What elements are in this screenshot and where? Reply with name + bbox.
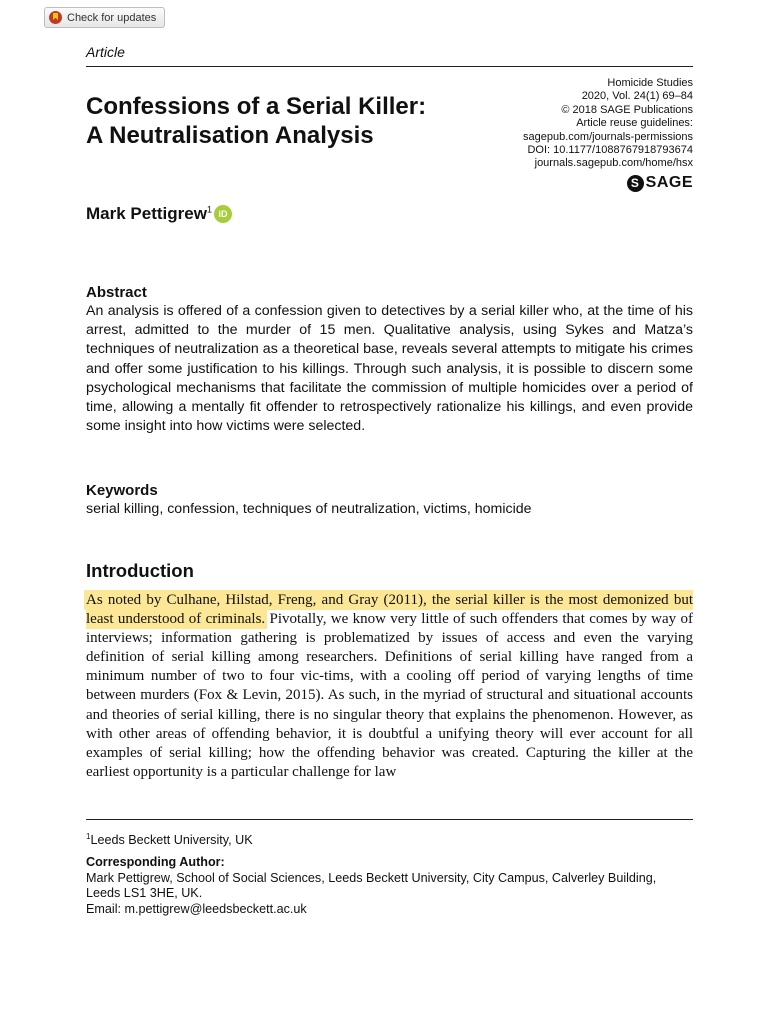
- keywords-text: serial killing, confession, techniques of neutralization, victims, homicide: [86, 501, 532, 517]
- article-title: [86, 92, 426, 150]
- journal-copyright: © 2018 SAGE Publications: [561, 103, 693, 116]
- corresponding-address: Mark Pettigrew, School of Social Sciences, Leeds Beckett University, City Campus, Calverley Building, Leeds LS1 3HE, UK.: [86, 870, 657, 901]
- header-rule: [86, 66, 693, 67]
- author-name: Mark Pettigrew: [86, 204, 207, 223]
- author-line: [86, 204, 232, 224]
- introduction-heading: Introduction: [86, 560, 194, 581]
- title-line-2: A Neutralisation Analysis: [86, 122, 374, 149]
- introduction-text: [86, 591, 693, 782]
- journal-info: [523, 77, 693, 171]
- journal-name: Homicide Studies: [607, 77, 693, 89]
- corresponding-author-block: [86, 855, 686, 917]
- introduction-body: Pivotally, we know very little of such offenders that comes by way of interviews; information gathering is problematized by issues of access and even the varying definition of serial killing among researchers. Definitions of serial killing have ranged from a minimum number of two to four vic-tims, with a cooling off period of varying lengths of time between murders (Fox & Levin, 2015). As such, in the myriad of structural and situational accounts and theories of serial killing, there is no singular theory that explains the phenomenon. However, as with other areas of offending behavior, it is doubtful a unifying theory will ever account for all examples of serial killing; how the offending behavior was created. Capturing the killer at the earliest opportunity is a particular challenge for law: [86, 611, 693, 780]
- check-for-updates-label: Check for updates: [67, 11, 157, 24]
- footnote-rule: [86, 819, 693, 820]
- keywords-heading: Keywords: [86, 482, 158, 499]
- title-line-1: Confessions of a Serial Killer:: [86, 93, 427, 120]
- doi-link[interactable]: DOI: 10.1177/1088767918793674: [527, 144, 693, 157]
- orcid-icon[interactable]: iD: [214, 205, 232, 223]
- reuse-guidelines-link[interactable]: sagepub.com/journals-permissions: [523, 130, 693, 143]
- affiliation-text: Leeds Beckett University, UK: [90, 833, 253, 848]
- article-type-label: Article: [86, 44, 125, 60]
- journal-volume: 2020, Vol. 24(1) 69–84: [581, 90, 693, 103]
- check-for-updates-button[interactable]: [44, 7, 165, 28]
- reuse-guidelines-label: Article reuse guidelines:: [576, 117, 693, 130]
- abstract-text: An analysis is offered of a confession given to detectives by a serial killer who, at the time of his arrest, admitted to the murder of 15 men. Qualitative analysis, using Sykes and Matza’s techniques of neutralization as a theoretical base, reveals several attempts to mitigate his crimes and offer some justification to his killings. Through such analysis, it is possible to discern some psychological mechanisms that facilitate the commission of multiple homicides over a period of time, allowing a mentally fit offender to retrospectively rationalize his killings, and even provide some insight into how victims were selected.: [86, 303, 693, 435]
- corresponding-email[interactable]: Email: m.pettigrew@leedsbeckett.ac.uk: [86, 901, 307, 916]
- author-affiliation-mark: 1: [206, 204, 212, 215]
- sage-logo: [627, 174, 693, 192]
- footnote-mark: 1: [86, 832, 91, 841]
- sage-logo-text: SAGE: [645, 174, 693, 191]
- journal-home-link[interactable]: journals.sagepub.com/home/hsx: [534, 157, 693, 170]
- corresponding-label: Corresponding Author:: [86, 855, 225, 869]
- highlighted-sentence[interactable]: As noted by Culhane, Hilstad, Freng, and Gray (2011), the serial killer is the most demonized but least understood of criminals.: [86, 592, 693, 628]
- bookmark-badge-icon: [49, 11, 62, 24]
- abstract-heading: Abstract: [86, 284, 147, 301]
- affiliation-footnote: [86, 829, 253, 849]
- sage-s-icon: S: [627, 175, 644, 192]
